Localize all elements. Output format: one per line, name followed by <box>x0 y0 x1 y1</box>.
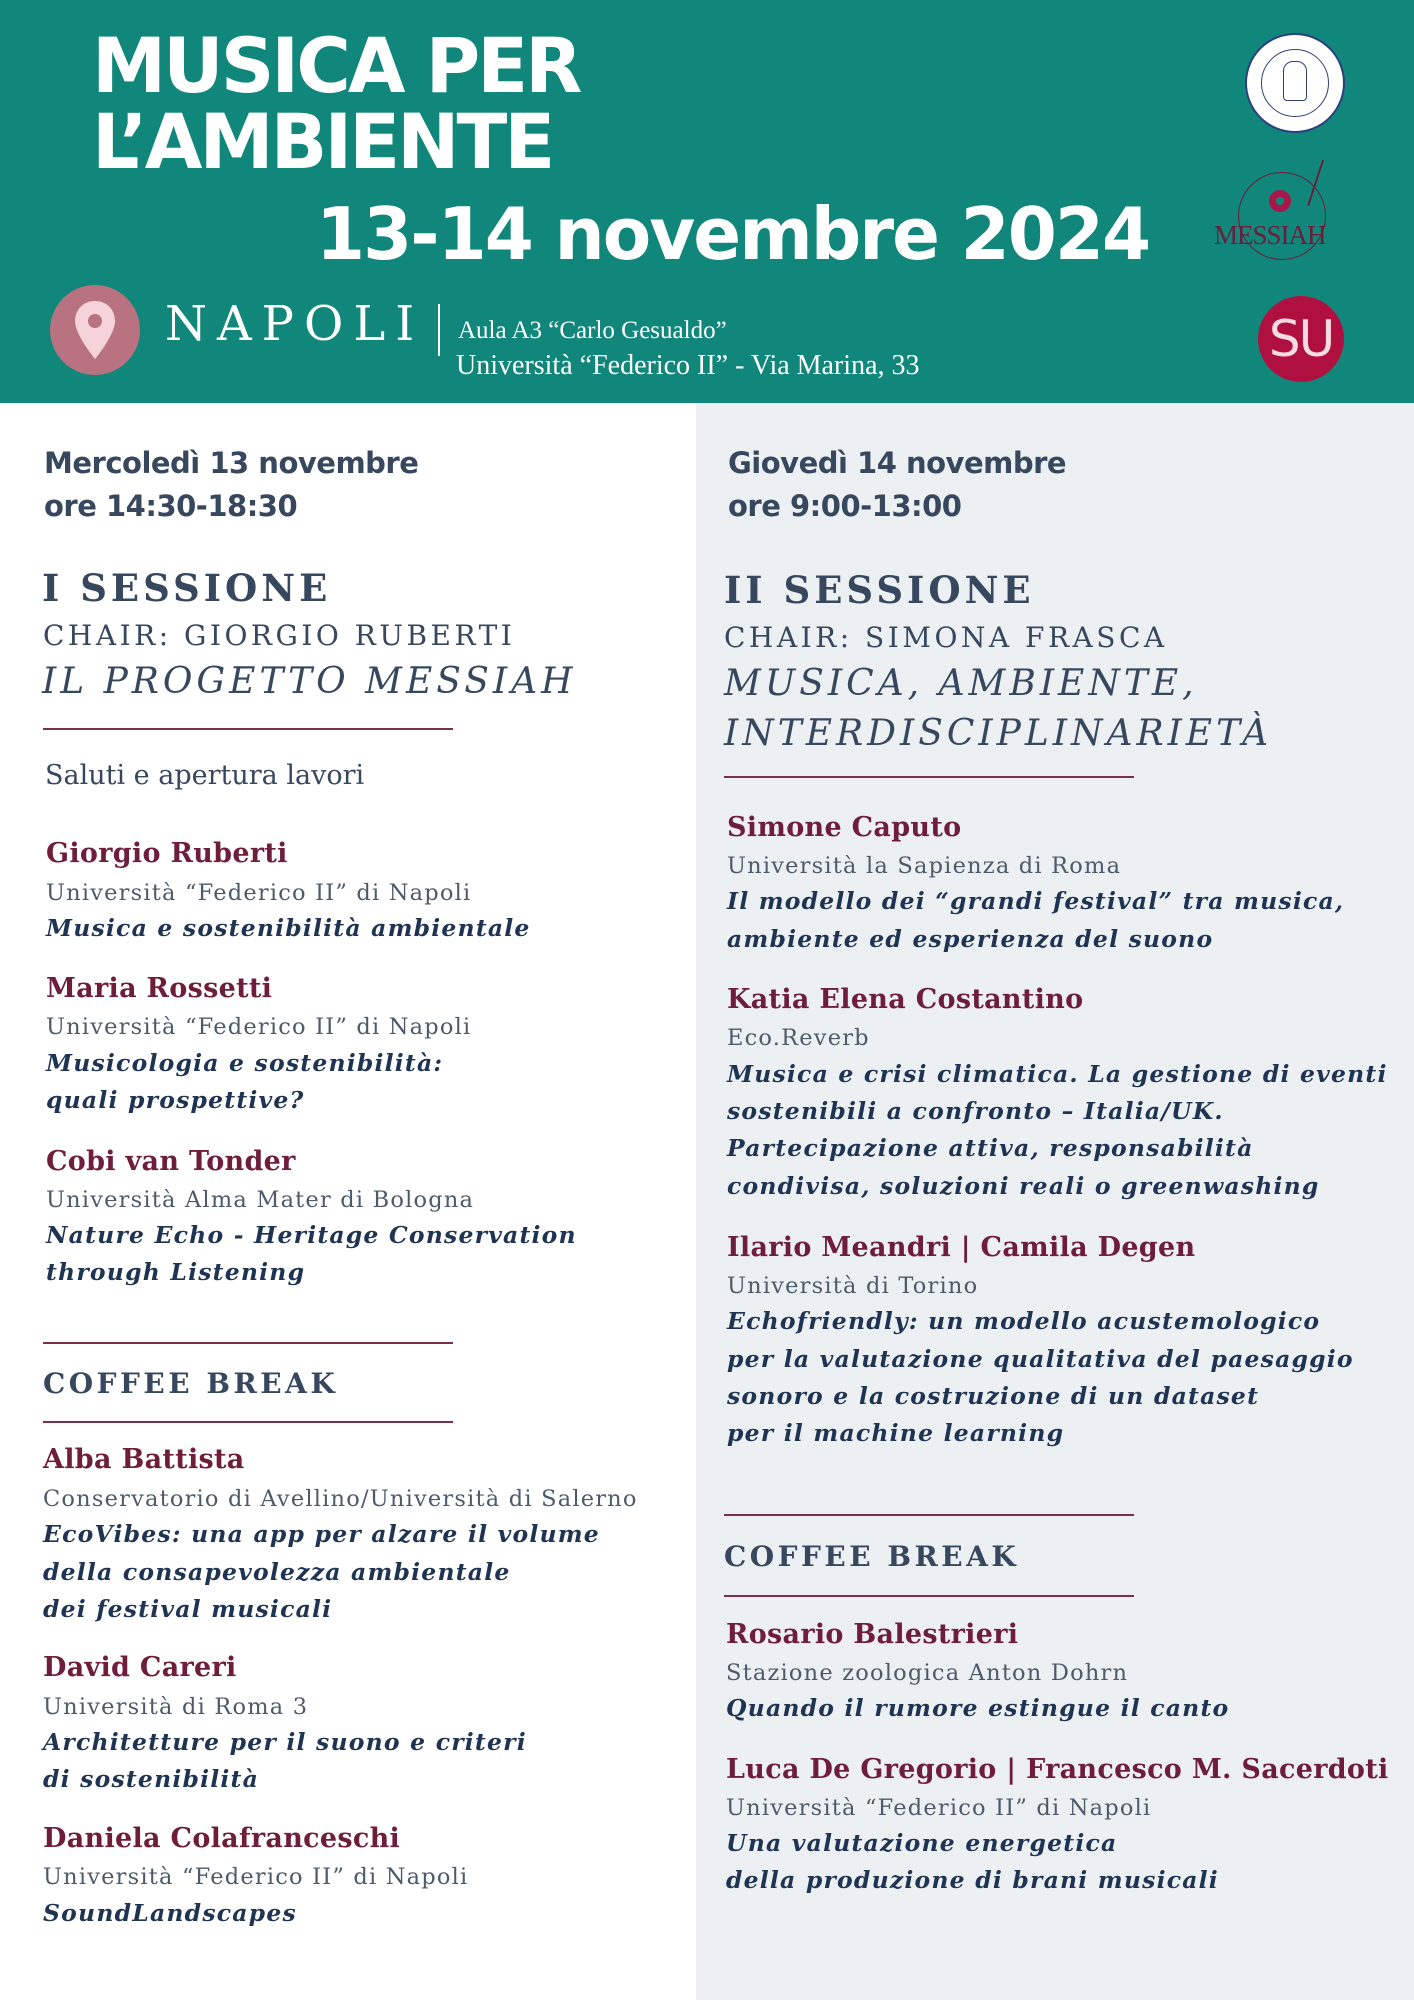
speaker-name: Giorgio Ruberti <box>46 838 288 869</box>
speaker-affiliation: Università Alma Mater di Bologna <box>46 1187 475 1213</box>
speaker-affiliation: Conservatorio di Avellino/Università di Salerno <box>43 1486 638 1512</box>
event-title-line1: MUSICA PER <box>92 21 580 110</box>
speaker-affiliation: Università “Federico II” di Napoli <box>46 880 472 906</box>
section-divider <box>43 1421 453 1423</box>
venue-address: Università “Federico II” - Via Marina, 33 <box>456 350 920 381</box>
speaker-affiliation: Università la Sapienza di Roma <box>727 853 1122 879</box>
section-divider <box>724 776 1134 778</box>
day1-session-title: I SESSIONE <box>42 566 332 610</box>
talk-title: Echofriendly: un modello acustemologico <box>727 1307 1321 1335</box>
speaker-name: David Careri <box>43 1652 237 1683</box>
talk-title: Musica e sostenibilità ambientale <box>46 914 531 942</box>
day1-chair: CHAIR: GIORGIO RUBERTI <box>43 619 516 652</box>
seal-figure-icon <box>1283 61 1307 101</box>
section-divider <box>43 728 453 730</box>
talk-title: sonoro e la costruzione di un dataset <box>727 1382 1260 1410</box>
talk-title: Quando il rumore estingue il canto <box>726 1694 1230 1722</box>
coffee-break-label: COFFEE BREAK <box>724 1540 1020 1573</box>
section-divider <box>43 1342 453 1344</box>
day2-date: Giovedì 14 novembre <box>728 446 1067 480</box>
day2-time: ore 9:00-13:00 <box>728 489 962 523</box>
talk-title: condivisa, soluzioni reali o greenwashing <box>727 1172 1320 1200</box>
speaker-name: Simone Caputo <box>727 812 962 843</box>
talk-title: Nature Echo - Heritage Conservation <box>46 1221 577 1249</box>
day2-session-title: II SESSIONE <box>724 568 1035 612</box>
event-dates: 13-14 novembre 2024 <box>316 192 1150 276</box>
talk-title: SoundLandscapes <box>43 1899 297 1927</box>
city-name: NAPOLI <box>165 296 425 352</box>
speaker-affiliation: Università di Torino <box>727 1273 979 1299</box>
opening-remarks: Saluti e apertura lavori <box>45 760 365 791</box>
section-divider <box>724 1595 1134 1597</box>
talk-title: dei festival musicali <box>43 1595 333 1623</box>
speaker-affiliation: Eco.Reverb <box>727 1025 870 1051</box>
messiah-logo-text: MESSIAH <box>1214 220 1326 250</box>
speaker-name: Daniela Colafranceschi <box>43 1823 401 1854</box>
talk-title: ambiente ed esperienza del suono <box>727 925 1214 953</box>
day1-time: ore 14:30-18:30 <box>44 489 298 523</box>
location-badge <box>50 285 140 375</box>
speaker-name: Rosario Balestrieri <box>726 1619 1019 1650</box>
speaker-name: Maria Rossetti <box>46 973 273 1004</box>
messiah-logo <box>1210 160 1350 270</box>
map-pin-icon <box>72 299 118 361</box>
talk-title: di sostenibilità <box>43 1765 259 1793</box>
talk-title: per la valutazione qualitativa del paesaggio <box>727 1345 1354 1373</box>
talk-title: Musicologia e sostenibilità: <box>46 1049 444 1077</box>
speaker-name: Katia Elena Costantino <box>727 984 1084 1015</box>
record-label-icon <box>1269 190 1291 212</box>
talk-title: Musica e crisi climatica. La gestione di eventi <box>727 1060 1388 1088</box>
day1-theme: IL PROGETTO MESSIAH <box>42 661 577 702</box>
su-logo: SU <box>1258 296 1344 382</box>
day2-chair: CHAIR: SIMONA FRASCA <box>724 621 1168 654</box>
speaker-name: Ilario Meandri | Camila Degen <box>727 1232 1196 1263</box>
day2-theme-line2: INTERDISCIPLINARIETÀ <box>724 713 1273 754</box>
event-title-line2: L’AMBIENTE <box>92 97 553 186</box>
header-banner <box>0 0 1414 403</box>
talk-title: quali prospettive? <box>46 1086 305 1114</box>
talk-title: through Listening <box>46 1258 306 1286</box>
event-title <box>92 21 580 186</box>
talk-title: Architetture per il suono e criteri <box>43 1728 527 1756</box>
venue-room: Aula A3 “Carlo Gesualdo” <box>458 317 727 344</box>
speaker-affiliation: Stazione zoologica Anton Dohrn <box>726 1660 1129 1686</box>
university-seal-logo <box>1245 33 1345 133</box>
talk-title: EcoVibes: una app per alzare il volume <box>43 1520 600 1548</box>
speaker-affiliation: Università “Federico II” di Napoli <box>726 1795 1152 1821</box>
speaker-affiliation: Università di Roma 3 <box>43 1694 309 1720</box>
coffee-break-label: COFFEE BREAK <box>43 1367 339 1400</box>
speaker-name: Luca De Gregorio | Francesco M. Sacerdoti <box>726 1754 1389 1785</box>
talk-title: Il modello dei “grandi festival” tra musica, <box>727 887 1345 915</box>
talk-title: per il machine learning <box>727 1419 1065 1447</box>
day2-theme-line1: MUSICA, AMBIENTE, <box>724 663 1198 704</box>
talk-title: sostenibili a confronto – Italia/UK. <box>727 1097 1224 1125</box>
speaker-affiliation: Università “Federico II” di Napoli <box>43 1864 469 1890</box>
venue-separator <box>438 304 440 356</box>
speaker-name: Alba Battista <box>43 1444 245 1475</box>
talk-title: Una valutazione energetica <box>726 1829 1118 1857</box>
talk-title: della produzione di brani musicali <box>726 1866 1219 1894</box>
talk-title: della consapevolezza ambientale <box>43 1558 511 1586</box>
talk-title: Partecipazione attiva, responsabilità <box>727 1134 1254 1162</box>
speaker-affiliation: Università “Federico II” di Napoli <box>46 1014 472 1040</box>
speaker-name: Cobi van Tonder <box>46 1146 296 1177</box>
day1-date: Mercoledì 13 novembre <box>44 446 419 480</box>
section-divider <box>724 1514 1134 1516</box>
